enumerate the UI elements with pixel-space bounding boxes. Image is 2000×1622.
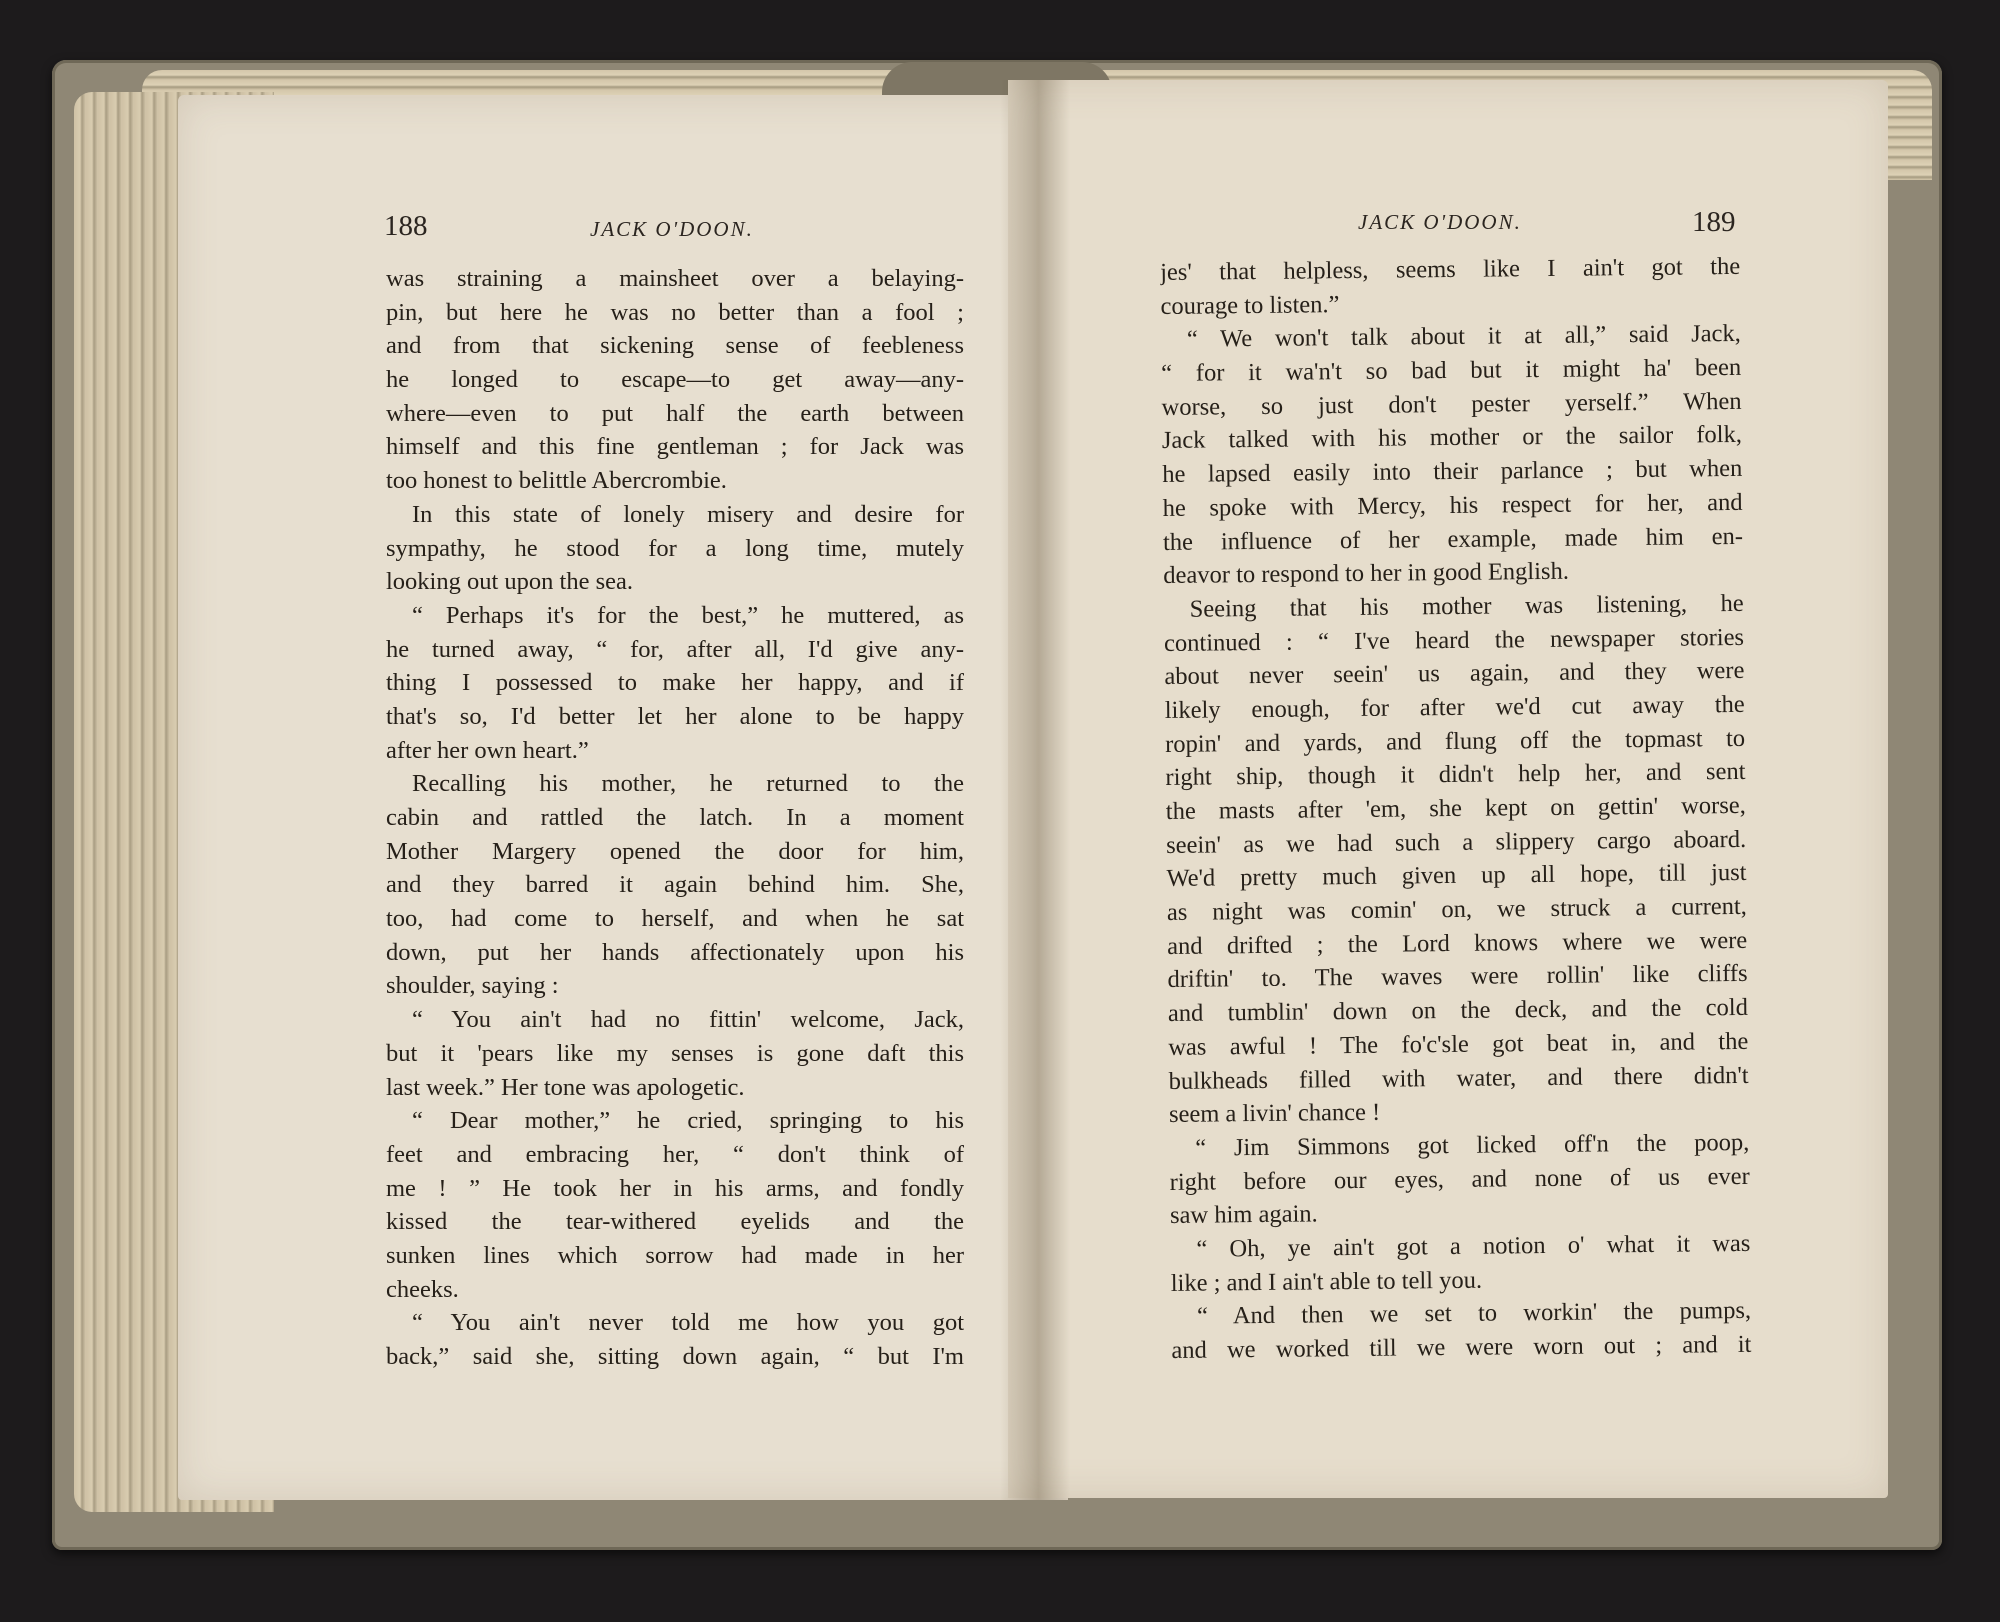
text-line: cabin and rattled the latch. In a moment [386,804,964,831]
text-line: that's so, I'd better let her alone to be happy [386,702,964,730]
text-line: continued : “ I've heard the newspaper stories [1163,623,1745,657]
left-page-text [386,262,964,1374]
right-page-number: 189 [1692,206,1736,238]
text-line: himself and this fine gentleman ; for Jack was [386,433,964,461]
text-line: right ship, though it didn't help her, and sent [1165,758,1746,792]
right-page-text [1160,250,1752,1368]
text-line: bulkheads filled with water, and there didn't [1168,1061,1749,1095]
text-line: feet and embracing her, “ don't think of [386,1140,964,1168]
text-line: jes' that helpless, seems like I ain't got the [1160,252,1741,286]
text-line: he spoke with Mercy, his respect for her, and [1162,488,1743,522]
text-line: and tumblin' down on the deck, and the cold [1167,994,1749,1028]
text-line: “ And then we set to workin' the pumps, [1196,1297,1752,1330]
text-line: Recalling his mother, he returned to the [412,770,964,798]
text-line: driftin' to. The waves were rollin' like cliffs [1167,960,1748,994]
text-line: was awful ! The fo'c'sle got beat in, and the [1168,1027,1749,1061]
text-line: right before our eyes, and none of us ever [1169,1162,1750,1196]
text-line: courage to listen.” [1160,290,1340,320]
text-line: In this state of lonely misery and desire for [412,500,964,528]
text-line: Jack talked with his mother or the sailor folk, [1161,421,1743,455]
text-line: “ Jim Simmons got licked off'n the poop, [1195,1128,1750,1162]
right-running-head: JACK O'DOON. [1358,210,1522,234]
text-line: he lapsed easily into their parlance ; but when [1162,455,1743,489]
text-line: as night was comin' on, we struck a current, [1166,892,1747,927]
text-line: too, had come to herself, and when he sat [386,905,964,933]
text-line: the influence of her example, made him en- [1162,522,1744,556]
text-line: sunken lines which sorrow had made in her [386,1241,964,1269]
book-gutter [1000,80,1070,1500]
text-line: about never seein' us again, and they were [1164,657,1745,691]
text-line: down, put her hands affectionately upon his [386,938,964,966]
left-running-head: JACK O'DOON. [590,217,754,241]
text-line: but it 'pears like my senses is gone daft this [386,1039,964,1067]
text-line: where—even to put half the earth between [386,399,964,427]
text-line: and drifted ; the Lord knows where we were [1167,926,1748,960]
text-line: “ You ain't never told me how you got [412,1309,964,1337]
text-line: saw him again. [1169,1200,1318,1230]
text-line: shoulder, saying : [386,972,559,1000]
text-line: kissed the tear-withered eyelids and the [386,1208,964,1236]
text-line: too honest to belittle Abercrombie. [386,467,727,495]
text-line: sympathy, he stood for a long time, mutely [386,534,964,562]
text-line: “ Perhaps it's for the best,” he muttered, as [412,601,964,629]
text-line: worse, so just don't pester yerself.” When [1161,387,1742,421]
text-line: Mother Margery opened the door for him, [386,837,964,865]
text-line: We'd pretty much given up all hope, till just [1166,859,1747,893]
text-line: and from that sickening sense of feebleness [386,332,964,360]
text-line: back,” said she, sitting down again, “ but I'm [386,1343,964,1370]
text-line: me ! ” He took her in his arms, and fondly [386,1174,964,1202]
text-line: pin, but here he was no better than a fool ; [386,298,964,326]
text-line: “ for it wa'n't so bad but it might ha' been [1161,353,1742,388]
text-line: ropin' and yards, and flung off the topmast to [1164,724,1746,758]
text-line: seein' as we had such a slippery cargo aboard. [1166,825,1747,859]
text-line: last week.” Her tone was apologetic. [386,1073,745,1101]
text-line: he longed to escape—to get away—any- [386,366,964,394]
text-line: “ Oh, ye ain't got a notion o' what it was [1196,1229,1751,1263]
text-line: looking out upon the sea. [386,568,634,596]
text-line: likely enough, for after we'd cut away the [1164,690,1745,724]
text-line: the masts after 'em, she kept on gettin' worse, [1165,791,1746,825]
text-line: and they barred it again behind him. She, [386,871,964,899]
text-line: “ You ain't had no fittin' welcome, Jack, [412,1006,964,1034]
text-line: after her own heart.” [386,736,589,764]
text-line: he turned away, “ for, after all, I'd give any- [386,635,964,663]
text-line: “ We won't talk about it at all,” said Jack, [1186,320,1741,354]
text-line: seem a livin' chance ! [1168,1098,1381,1129]
text-line: thing I possessed to make her happy, and if [386,669,964,697]
text-line: and we worked till we were worn out ; and it [1171,1330,1752,1364]
text-line: was straining a mainsheet over a belaying- [386,265,964,292]
left-page-number: 188 [384,210,428,242]
text-line: cheeks. [386,1275,459,1303]
text-line: deavor to respond to her in good English. [1163,557,1570,590]
text-line: “ Dear mother,” he cried, springing to his [412,1107,964,1135]
text-line: Seeing that his mother was listening, he [1189,589,1744,623]
text-line: like ; and I ain't able to tell you. [1170,1266,1483,1297]
